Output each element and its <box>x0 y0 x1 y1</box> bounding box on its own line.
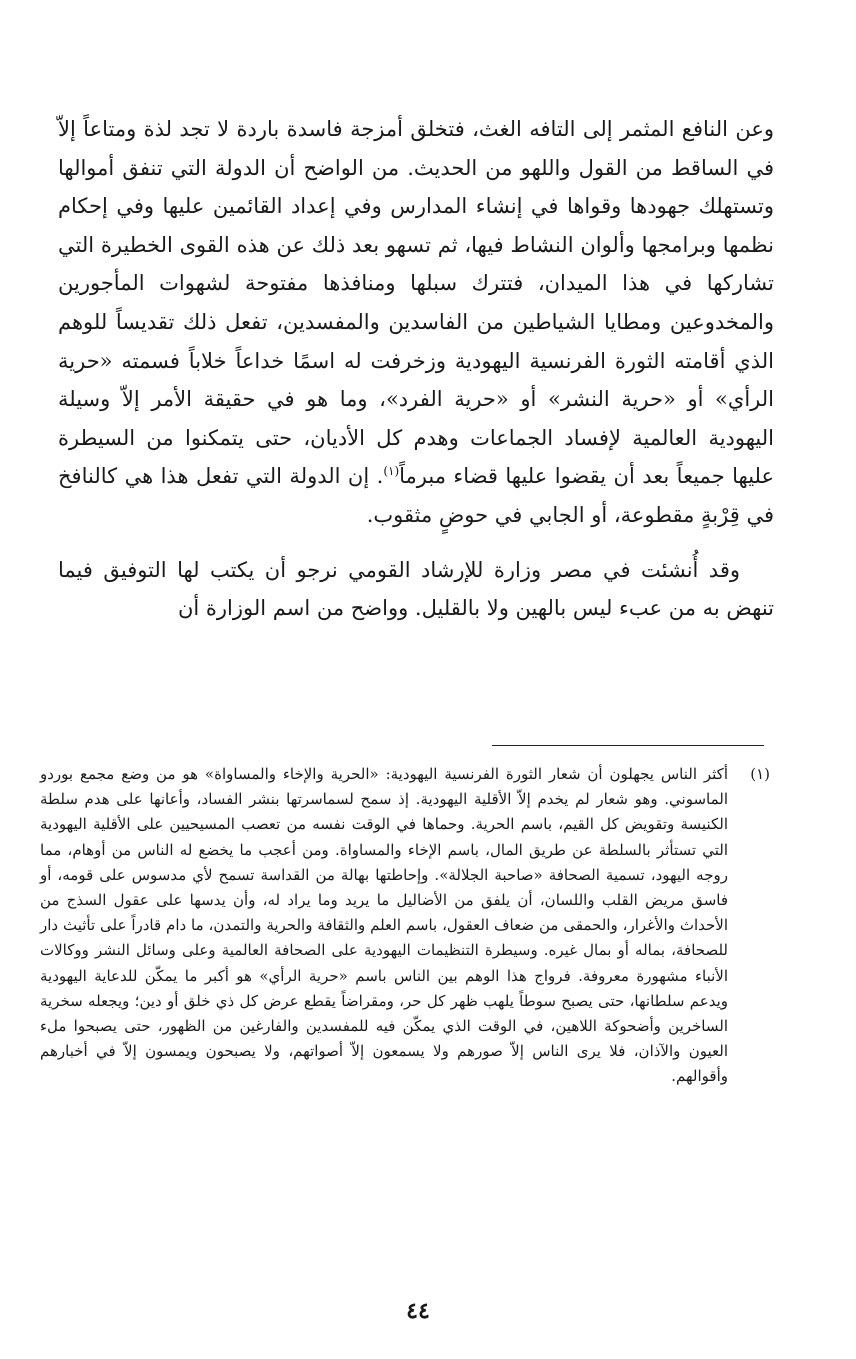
paragraph-1 <box>58 110 774 535</box>
paragraph-2: وقد أُنشئت في مصر وزارة للإرشاد القومي نرجو أن يكتب لها التوفيق فيما تنهض به من عبء ليس بالهين ولا بالقليل. وواضح من اسم الوزارة أن <box>58 557 774 621</box>
main-text <box>58 110 774 628</box>
footnote <box>40 762 770 1090</box>
paragraph-1-text-end: . إن الدولة التي تفعل هذا هي كالنافخ في قِرْبةٍ مقطوعة، أو الجابي في حوضٍ مثقوب. <box>58 464 774 527</box>
footnote-text: أكثر الناس يجهلون أن شعار الثورة الفرنسية اليهودية: «الحرية والإخاء والمساواة» هو من وضع مجمع بوردو الماسوني. وهو شعار لم يخدم إلاّ الأقلية اليهودية. إذ سمح لسماسرتها بنشر الفساد، وأعانها على هدم سلطة الكنيسة وتقويض كل القيم، باسم الحرية. وحماها في الوقت نفسه من تعصب المسيحيين على الأقلية اليهودية التي تستأثر بالسلطة عن طريق المال، باسم الإخاء والمساواة. ومن أعجب ما يخضع له الناس من أوهام، مما روجه اليهود، تسمية الصحافة «صاحبة الجلالة». وإحاطتها بهالة من القداسة تسمح لأي مدسوس على قومه، أو فاسق مريض القلب واللسان، أن يلفق من الأضاليل ما يريد وما يراد له، وأن يدسها على عقول السذج من الأحداث والأغرار، والحمقى من ضعاف العقول، باسم العلم والثقافة والحرية والتمدن، ما دام قادراً على تأثيث دار للصحافة، بماله أو بمال غيره. وسيطرة التنظيمات اليهودية على الصحافة العالمية وعلى وسائل النشر ووكالات الأنباء مشهورة معروفة. فرواج هذا الوهم بين الناس باسم «حرية الرأي» هو أكبر ما يمكّن للدعاية اليهودية ويدعم سلطانها، حتى يصبح سوطاً يلهب ظهر كل حر، ومقراضاً يقطع عرض كل ذي خلق أو دين؛ ويجعله سخرية الساخرين وأضحوكة اللاهين، في الوقت الذي يمكّن فيه للمفسدين والفارغين من الظهور، حتى يصبحوا ملء العيون والآذان، فلا يرى الناس إلاّ صورهم ولا يسمعون إلاّ أصواتهم، ولا يصبحون ويمسون إلاّ في أخبارهم وأقوالهم. <box>40 765 728 1086</box>
footnote-number: (١) <box>750 765 770 783</box>
footnote-reference: (١) <box>383 464 400 479</box>
paragraph-1-text: وعن النافع المثمر إلى التافه الغث، فتخلق أمزجة فاسدة باردة لا تجد لذة ومتاعاً إلاّ في الساقط من القول واللهو من الحديث. من الواضح أن الدولة التي تنفق أموالها وتستهلك جهودها وقواها في إنشاء المدارس وفي إعداد القائمين عليها وفي إحكام نظمها وبرامجها وألوان النشاط فيها، ثم تسهو بعد ذلك عن هذه القوى الخطيرة التي تشاركها في هذا الميدان، فتترك سبلها ومنافذها مفتوحة لشهوات المأجورين والمخدوعين ومطايا الشياطين من الفاسدين والمفسدين، تفعل ذلك تقديساً للوهم الذي أقامته الثورة الفرنسية اليهودية وزخرفت له اسمًا خداعاً خلاباً فسمته «حرية الرأي» أو «حرية النشر» أو «حرية الفرد»، وما هو في حقيقة الأمر إلاّ وسيلة اليهودية العالمية لإفساد الجماعات وهدم كل الأديان، حتى يتمكنوا من السيطرة عليها جميعاً بعد أن يقضوا عليها قضاء مبرماً <box>58 117 775 489</box>
page-number: ٤٤ <box>406 1298 430 1324</box>
footnote-divider <box>492 745 764 746</box>
